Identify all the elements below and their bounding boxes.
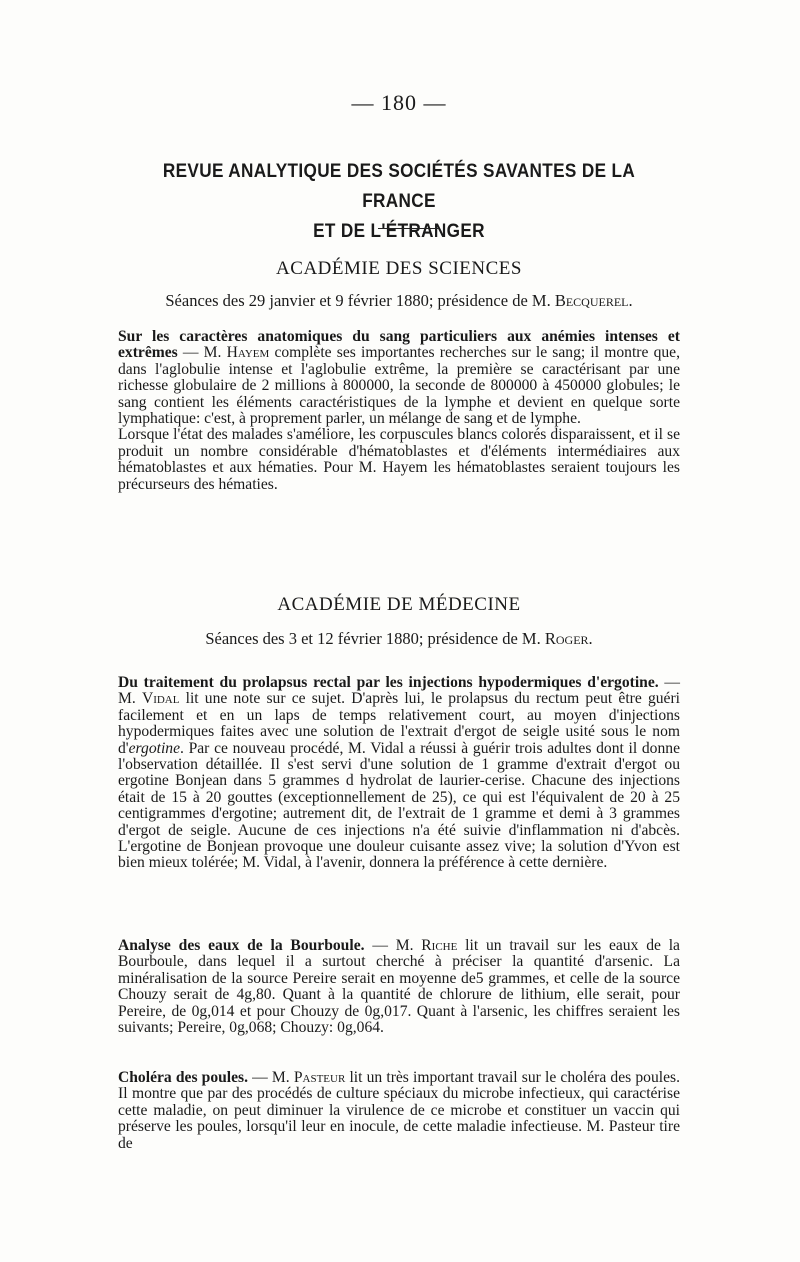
article-title: Analyse des eaux de la Bourboule.: [118, 937, 365, 954]
masthead-line-2: ET DE L'ÉTRANGER: [313, 220, 485, 242]
article-body: complète ses importantes recherches sur le sang; il montre que, dans l'aglobulie intense et l'aglobulie extrême, la première se caractérisant par une richesse globulaire de 2 millions à 800000, la seconde de 800000 à 450000 globules; le sang contient les éléments caractéristiques de la lymphe et devient en quelque sorte lymphatique: c'est, à proprement parler, un mélange de sang et de lymphe.: [118, 344, 680, 428]
italic-term: ergotine: [128, 739, 180, 757]
article-body-cont: . Par ce nouveau procédé, M. Vidal a réussi à guérir trois adultes dont il donne l'observation détaillée. Il s'est servi d'une solution de 1 gramme d'extrait d'ergot ou ergotine Bonjean dans 5 grammes d hydrolat de laurier-cerise. Chacune des injections était de 15 à 20 gouttes (exceptionnellement de 25), ce qui est l'équivalent de 20 à 25 centigrammes d'ergotine; autrement dit, de l'extrait de 1 gramme et demi à 3 grammes d'ergot de seigle. Aucune de ces injections n'a été suivie d'inflammation ni d'abcès. L'ergotine de Bonjean provoque une douleur cuisante assez vive; la solution d'Yvon est bien mieux tolérée; M. Vidal, à l'avenir, donnera la préférence à cette dernière.: [118, 739, 680, 872]
academy-heading-sciences: ACADÉMIE DES SCIENCES: [276, 258, 522, 279]
page-number: — 180 —: [351, 90, 447, 115]
article-hayem: Sur les caractères anatomiques du sang particuliers aux anémies intenses et extrêmes — M. Hayem complète ses importantes recherches sur le sang; il montre que, dans l'aglobulie intense et l'aglobulie extrême, la première se caractérisant par une richesse globulaire de 2 millions à 800000, la seconde de 800000 à 450000 globules; le sang contient les éléments caractéristiques de la lymphe et devient en quelque sorte lymphatique: c'est, à proprement parler, un mélange de sang et de lymphe. Lorsque l'état des malades s'améliore, les corpuscules blancs colorés disparaissent, et il se produit un nombre considérable d'hématoblastes et d'éléments intermédiaires aux hématoblastes et aux hématies. Pour M. Hayem les hématoblastes seraient toujours les précurseurs des hématies.: [118, 328, 680, 493]
masthead-line-1: REVUE ANALYTIQUE DES SOCIÉTÉS SAVANTES DE LA FRANCE: [162, 160, 636, 212]
article-vidal: Du traitement du prolapsus rectal par les injections hypodermiques d'ergotine. — M. Vidal lit une note sur ce sujet. D'après lui, le prolapsus du rectum peut être guéri facilement et en un laps de temps relativement court, au moyen d'injections hypodermiques faites avec une solution de l'extrait d'ergot de seigle usité sous le nom d'ergotine. Par ce nouveau procédé, M. Vidal a réussi à guérir trois adultes dont il donne l'observation détaillée. Il s'est servi d'une solution de 1 gramme d'extrait d'ergot ou ergotine Bonjean dans 5 grammes d hydrolat de laurier-cerise. Chacune des injections était de 15 à 20 gouttes (exceptionnellement de 25), ce qui est l'équivalent de 20 à 25 centigrammes d'ergotine; autrement dit, de l'extrait de 1 gramme et demi à 3 grammes d'ergot de seigle. Aucune de ces injections n'a été suivie d'inflammation ni d'abcès. L'ergotine de Bonjean provoque une douleur cuisante assez vive; la solution d'Yvon est bien mieux tolérée; M. Vidal, à l'avenir, donnera la préférence à cette dernière.: [118, 674, 680, 872]
article-body-paragraph: Lorsque l'état des malades s'améliore, les corpuscules blancs colorés disparaissent, et il se produit un nombre considérable d'hématoblastes et d'éléments intermédiaires aux hématoblastes et aux hématies. Pour M. Hayem les hématoblastes seraient toujours les précurseurs des hématies.: [118, 426, 680, 493]
separator-rule: [378, 228, 438, 229]
article-body: lit un très important travail sur le choléra des poules. Il montre que par des procédés de culture spéciaux du microbe infectieux, qui caractérise cette maladie, on peut diminuer la virulence de ce microbe et constituer un vaccin qui préserve les poules, lorsqu'il leur en inocule, de cette maladie infectieuse. M. Pasteur tire de: [118, 1069, 680, 1152]
president-name: Roger: [544, 629, 589, 648]
seance-line-sciences: Séances des 29 janvier et 9 février 1880; présidence de M. Becquerel.: [165, 291, 633, 310]
seance-text: Séances des 29 janvier et 9 février 1880; présidence de M.: [165, 291, 555, 310]
author-name: Riche: [421, 937, 458, 954]
author-name: Hayem: [226, 344, 270, 362]
article-body: lit un travail sur les eaux de la Bourboule, dans lequel il a surtout cherché à préciser la quantité d'arsenic. La minéralisation de la source Pereire serait en moyenne de5 grammes, et celle de la source Chouzy serait de 4g,80. Quant à la quantité de chlorure de lithium, elle serait, pour Pereire, de 0g,014 et pour Chouzy de 0g,017. Quant à l'arsenic, les chiffres seraient les suivants; Pereire, 0g,068; Chouzy: 0g,064.: [118, 937, 680, 1037]
seance-text: Séances des 3 et 12 février 1880; présidence de M.: [205, 629, 545, 648]
academy-heading-medecine: ACADÉMIE DE MÉDECINE: [277, 594, 521, 615]
journal-masthead: [152, 156, 647, 246]
president-name: Becquerel: [554, 291, 629, 310]
article-body: lit une note sur ce sujet. D'après lui, le prolapsus du rectum peut être guéri facilement et en un laps de temps relativement court, au moyen d'injections hypodermiques faites avec une solution de l'extrait d'ergot de seigle usité sous le nom d': [118, 690, 680, 757]
author-name: Vidal: [141, 690, 180, 708]
article-title: Du traitement du prolapsus rectal par les injections hypodermiques d'ergotine.: [118, 674, 659, 691]
article-riche: Analyse des eaux de la Bourboule. — M. Riche lit un travail sur les eaux de la Bourboule, dans lequel il a surtout cherché à préciser la quantité d'arsenic. La minéralisation de la source Pereire serait en moyenne de5 grammes, et celle de la source Chouzy serait de 4g,80. Quant à la quantité de chlorure de lithium, elle serait, pour Pereire, de 0g,014 et pour Chouzy de 0g,017. Quant à l'arsenic, les chiffres seraient les suivants; Pereire, 0g,068; Chouzy: 0g,064.: [118, 937, 680, 1037]
seance-line-medecine: Séances des 3 et 12 février 1880; présidence de M. Roger.: [205, 629, 593, 648]
article-pasteur: Choléra des poules. — M. Pasteur lit un très important travail sur le choléra des poules. Il montre que par des procédés de culture spéciaux du microbe infectieux, qui caractérise cette maladie, on peut diminuer la virulence de ce microbe et constituer un vaccin qui préserve les poules, lorsqu'il leur en inocule, de cette maladie infectieuse. M. Pasteur tire de: [118, 1069, 680, 1152]
article-title: Sur les caractères anatomiques du sang particuliers aux anémies intenses et extrêmes: [118, 328, 680, 362]
author-name: Pasteur: [293, 1069, 346, 1086]
article-title: Choléra des poules.: [118, 1069, 249, 1086]
